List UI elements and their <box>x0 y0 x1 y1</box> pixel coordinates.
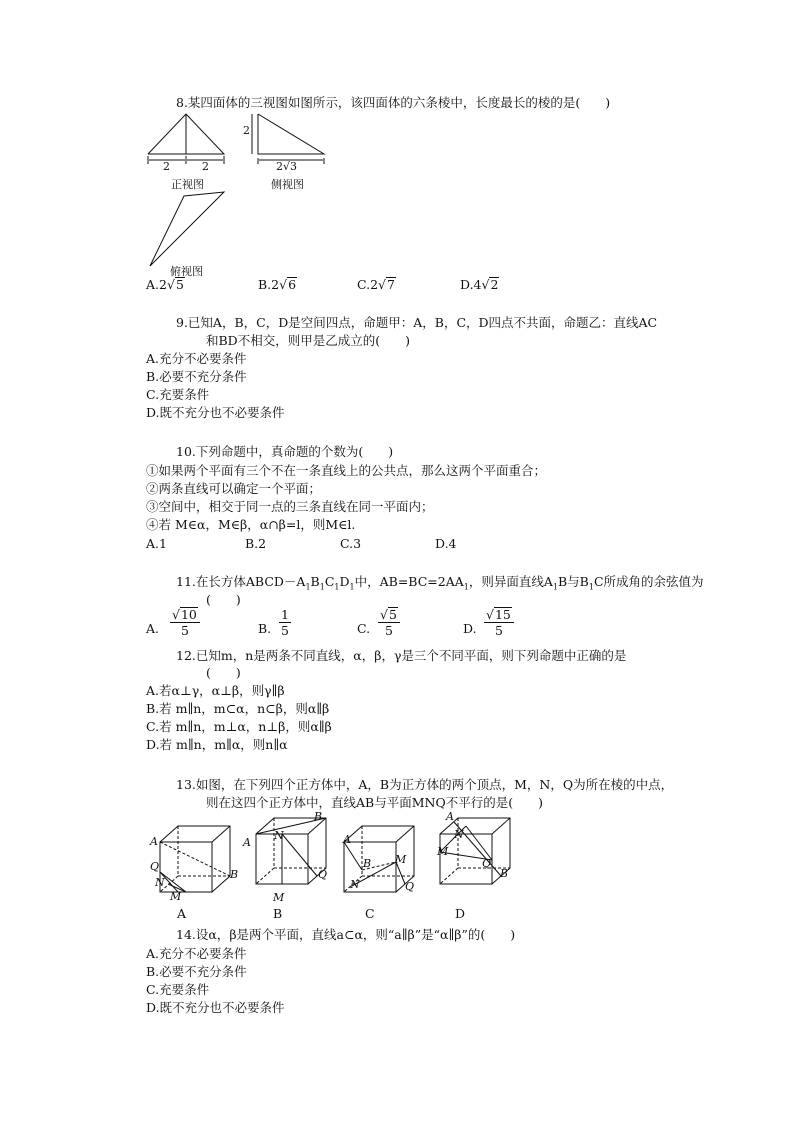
top-view <box>150 192 224 266</box>
q10-option-c[interactable]: C.3 <box>340 536 362 551</box>
q9-stem-line1: 9.已知A，B，C，D是空间四点，命题甲：A，B，C，D四点不共面，命题乙：直线AC <box>176 315 658 330</box>
side-view <box>252 114 324 164</box>
q14-option-d[interactable]: D.既不充分也不必要条件 <box>146 1000 285 1015</box>
side-view-label: 侧视图 <box>271 178 304 191</box>
cube-a-pt-n: N <box>155 876 165 889</box>
cube-a-pt-b: B <box>230 868 239 881</box>
q10-item-1: ①如果两个平面有三个不在一条直线上的公共点，那么这两个平面重合； <box>146 463 547 478</box>
q13-stem-line1: 13.如图，在下列四个正方体中，A，B为正方体的两个顶点，M，N，Q为所在棱的中点， <box>176 777 674 792</box>
q12-option-d[interactable]: D.若 m∥n，m∥α，则n∥α <box>146 737 288 752</box>
cube-a <box>160 826 230 892</box>
q10-option-b[interactable]: B.2 <box>245 536 267 551</box>
q10-item-4: ④若 M∈α，M∈β，α∩β=l，则M∈l. <box>146 517 356 532</box>
cube-d-pt-q: Q <box>482 857 492 870</box>
q11-option-c-letter[interactable]: C. <box>357 621 371 636</box>
q8-option-c[interactable]: C.2√7 <box>357 277 395 292</box>
dim-2-right: 2 <box>202 160 209 173</box>
q11-option-d-frac: $\frac{√15}{5}$ <box>484 607 514 638</box>
cube-d-pt-m: M <box>437 845 449 858</box>
cube-b <box>256 818 326 884</box>
cube-d-pt-b: B <box>500 867 509 880</box>
front-view-label: 正视图 <box>171 178 204 191</box>
q11-stem: 11.在长方体$ABCD-A_1B_1C_1D_1$中，$AB=BC=2AA_1$，则异面直线$A_1B$与$B_1C$所成角的余弦值为 <box>176 574 704 592</box>
q14-option-a[interactable]: A.充分不必要条件 <box>146 946 247 961</box>
cube-d-pt-a: A <box>446 810 454 823</box>
front-view <box>148 114 224 164</box>
q14-option-c[interactable]: C.充要条件 <box>146 982 210 997</box>
cube-c-pt-q: Q <box>405 880 415 893</box>
q11-paren: ( ) <box>206 592 241 607</box>
q11-option-a-letter[interactable]: A. <box>146 621 160 636</box>
q14-stem: 14.设α，β是两个平面，直线a⊂α，则“a∥β”是“α∥β”的( ) <box>176 927 516 942</box>
cube-b-pt-n: N <box>274 829 284 842</box>
q12-option-b[interactable]: B.若 m∥n，m⊂α，n⊂β，则α∥β <box>146 701 330 716</box>
q13-option-d[interactable]: D <box>455 906 466 921</box>
q12-option-a[interactable]: A.若α⊥γ，α⊥β，则γ∥β <box>146 683 285 698</box>
cube-c-pt-n: N <box>350 878 360 891</box>
q11-option-d-letter[interactable]: D. <box>463 621 477 636</box>
cube-a-pt-q: Q <box>150 860 160 873</box>
q11-option-c-frac: $\frac{√5}{5}$ <box>378 607 400 638</box>
cube-c-pt-a: A <box>343 833 351 846</box>
q12-paren: ( ) <box>206 665 241 680</box>
q8-stem: 8.某四面体的三视图如图所示，该四面体的六条棱中，长度最长的棱的是( ) <box>176 95 611 110</box>
top-view-label: 俯视图 <box>170 265 203 278</box>
cube-a-pt-a: A <box>150 835 158 848</box>
cube-b-pt-b: B <box>314 810 323 823</box>
q12-option-c[interactable]: C.若 m∥n，m⊥α，n⊥β，则α∥β <box>146 719 332 734</box>
q9-option-a[interactable]: A.充分不必要条件 <box>146 351 247 366</box>
q11-option-b-letter[interactable]: B. <box>258 621 272 636</box>
q9-option-c[interactable]: C.充要条件 <box>146 387 210 402</box>
q11-option-b-frac: $\frac{1}{5}$ <box>281 607 289 638</box>
q13-cubes-figure <box>146 810 526 900</box>
q9-stem-line2: 和BD不相交，则甲是乙成立的( ) <box>206 333 410 348</box>
q8-option-d[interactable]: D.4√2 <box>460 277 499 292</box>
cube-b-pt-m: M <box>273 891 285 904</box>
dim-2-left: 2 <box>163 160 170 173</box>
q10-item-3: ③空间中，相交于同一点的三条直线在同一平面内； <box>146 499 434 514</box>
q10-option-a[interactable]: A.1 <box>146 536 167 551</box>
dim-2-side: 2 <box>243 124 250 137</box>
cube-c-pt-b: B <box>363 857 372 870</box>
cube-d-pt-n: N <box>454 828 464 841</box>
q9-option-b[interactable]: B.必要不充分条件 <box>146 369 247 384</box>
q9-option-d[interactable]: D.既不充分也不必要条件 <box>146 405 285 420</box>
q8-three-view-figure <box>144 110 334 275</box>
q8-option-b[interactable]: B.2√6 <box>258 277 297 292</box>
q10-option-d[interactable]: D.4 <box>435 536 457 551</box>
q13-option-c[interactable]: C <box>365 906 375 921</box>
cube-b-pt-a: A <box>243 836 251 849</box>
q12-stem: 12.已知m，n是两条不同直线，α，β，γ是三个不同平面，则下列命题中正确的是 <box>176 648 627 663</box>
dim-2sqrt3: 2√3 <box>276 160 298 173</box>
q13-option-a[interactable]: A <box>177 906 187 921</box>
q13-option-b[interactable]: B <box>273 906 283 921</box>
cube-a-pt-m: M <box>170 890 182 903</box>
q13-stem-line2: 则在这四个正方体中，直线AB与平面MNQ不平行的是( ) <box>206 795 543 810</box>
q14-option-b[interactable]: B.必要不充分条件 <box>146 964 247 979</box>
q10-item-2: ②两条直线可以确定一个平面； <box>146 481 322 496</box>
q11-option-a-frac: $\frac{√10}{5}$ <box>170 607 200 638</box>
q10-stem: 10.下列命题中，真命题的个数为( ) <box>176 444 394 459</box>
q8-option-a[interactable]: A.2√5 <box>146 277 184 292</box>
cube-b-pt-q: Q <box>318 868 328 881</box>
cube-c-pt-m: M <box>395 853 407 866</box>
